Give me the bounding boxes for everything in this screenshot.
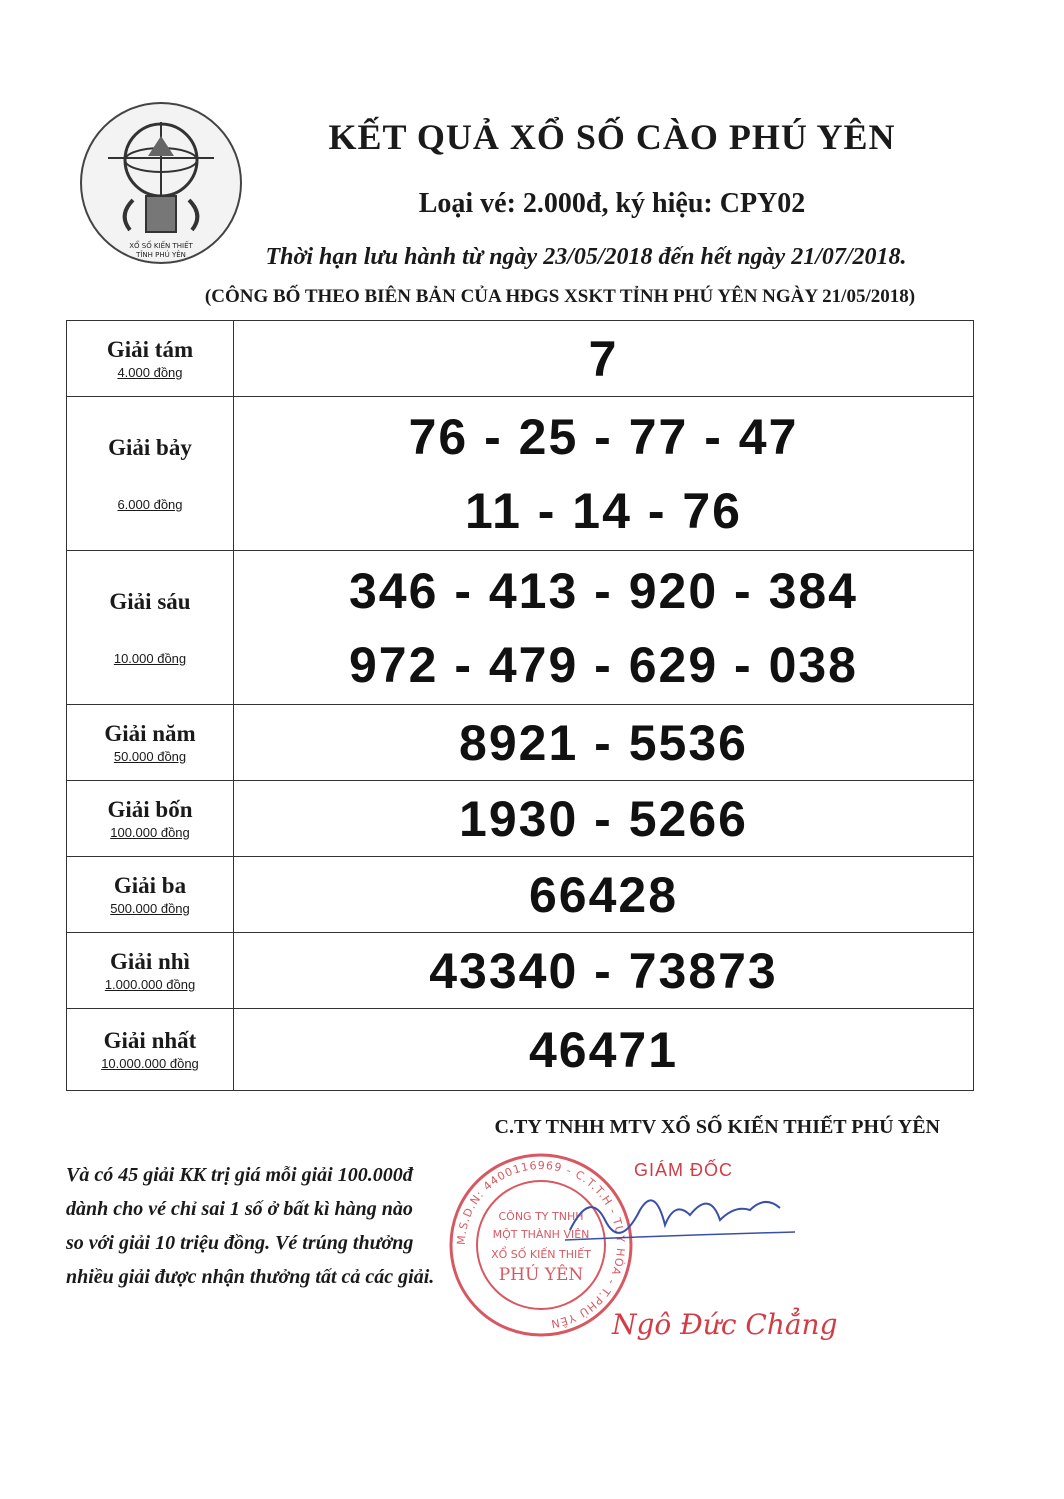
winning-numbers: 46471	[528, 1021, 679, 1078]
prize-value: 50.000 đồng	[113, 749, 187, 764]
prize-value: 4.000 đồng	[117, 365, 183, 380]
prize-value: 6.000 đồng	[117, 497, 183, 512]
ticket-info: Loại vé: 2.000đ, ký hiệu: CPY02	[418, 188, 806, 219]
prize-numbers-cell	[234, 781, 974, 857]
publish-note: (CÔNG BỐ THEO BIÊN BẢN CỦA HĐGS XSKT TỈNH PHÚ YÊN NGÀY 21/05/2018)	[204, 286, 916, 307]
prize-name: Giải sáu	[109, 589, 191, 614]
prize-value: 500.000 đồng	[110, 901, 190, 916]
note-line: dành cho vé chỉ sai 1 số ở bất kì hàng nào	[66, 1198, 413, 1220]
table-row	[67, 705, 974, 781]
signature-mark	[560, 1180, 800, 1250]
note-line: Và có 45 giải KK trị giá mỗi giải 100.000đ	[66, 1164, 413, 1186]
svg-text:M.S.D.N: 4400116969 - C.T.T.H: M.S.D.N: 4400116969 - C.T.T.H - TUY HÒA - T.PHÚ YÊN	[454, 1158, 628, 1331]
prize-label-cell	[67, 1009, 234, 1091]
validity-period: Thời hạn lưu hành từ ngày 23/05/2018 đến hết ngày 21/07/2018.	[265, 244, 907, 270]
prize-label-cell	[67, 781, 234, 857]
winning-numbers: 7	[588, 330, 619, 387]
prize-numbers-cell	[234, 857, 974, 933]
consolation-note	[66, 1158, 486, 1294]
winning-numbers: 66428	[528, 866, 679, 923]
prize-label-cell	[67, 933, 234, 1009]
prize-label-cell	[67, 551, 234, 705]
company-name: C.TY TNHH MTV XỔ SỐ KIẾN THIẾT PHÚ YÊN	[494, 1116, 940, 1138]
winning-numbers: 43340 - 73873	[429, 942, 778, 999]
winning-numbers: 11 - 14 - 76	[465, 482, 742, 539]
director-title: GIÁM ĐỐC	[634, 1160, 734, 1180]
table-row	[67, 321, 974, 397]
winning-numbers: 8921 - 5536	[459, 714, 748, 771]
prize-label-cell	[67, 705, 234, 781]
prize-numbers-cell	[234, 397, 974, 551]
prize-numbers-cell	[234, 705, 974, 781]
winning-numbers: 972 - 479 - 629 - 038	[349, 636, 858, 693]
signer-name: Ngô Đức Chẳng	[612, 1308, 838, 1341]
prize-value: 10.000 đồng	[113, 651, 187, 666]
prize-label-cell	[67, 321, 234, 397]
prize-name: Giải bảy	[108, 435, 192, 460]
prize-numbers-cell	[234, 321, 974, 397]
prize-value: 1.000.000 đồng	[104, 977, 196, 992]
svg-text:XỔ SỐ KIẾN THIẾT: XỔ SỐ KIẾN THIẾT	[491, 1248, 591, 1261]
table-row	[67, 933, 974, 1009]
svg-text:PHÚ YÊN: PHÚ YÊN	[498, 1265, 584, 1285]
prize-value: 100.000 đồng	[110, 825, 190, 840]
prize-numbers-cell	[234, 933, 974, 1009]
note-line: nhiều giải được nhận thưởng tất cả các giải.	[66, 1266, 435, 1288]
svg-text:MỘT THÀNH VIÊN: MỘT THÀNH VIÊN	[492, 1228, 590, 1241]
prize-label-cell	[67, 857, 234, 933]
prize-name: Giải ba	[113, 873, 187, 898]
table-row	[67, 1009, 974, 1091]
prize-name: Giải tám	[106, 337, 194, 362]
svg-text:TỈNH PHÚ YÊN: TỈNH PHÚ YÊN	[136, 251, 186, 259]
prize-name: Giải nhất	[103, 1028, 197, 1053]
winning-numbers: 1930 - 5266	[459, 790, 748, 847]
results-table	[66, 320, 974, 1091]
note-line: so với giải 10 triệu đồng. Vé trúng thưởng	[66, 1232, 414, 1254]
winning-numbers: 346 - 413 - 920 - 384	[349, 562, 858, 619]
prize-value: 10.000.000 đồng	[101, 1056, 199, 1071]
prize-name: Giải nhì	[110, 949, 190, 974]
company-logo	[78, 100, 244, 266]
winning-numbers: 76 - 25 - 77 - 47	[408, 408, 799, 465]
prize-numbers-cell	[234, 551, 974, 705]
prize-name: Giải bốn	[107, 797, 193, 822]
document-title: KẾT QUẢ XỔ SỐ CÀO PHÚ YÊN	[328, 117, 896, 157]
svg-text:CÔNG TY TNHH: CÔNG TY TNHH	[498, 1210, 584, 1223]
table-row	[67, 781, 974, 857]
table-row	[67, 551, 974, 705]
table-row	[67, 397, 974, 551]
table-row	[67, 857, 974, 933]
prize-name: Giải năm	[104, 721, 196, 746]
svg-text:XỔ SỐ KIẾN THIẾT: XỔ SỐ KIẾN THIẾT	[129, 242, 193, 250]
prize-numbers-cell	[234, 1009, 974, 1091]
prize-label-cell	[67, 397, 234, 551]
